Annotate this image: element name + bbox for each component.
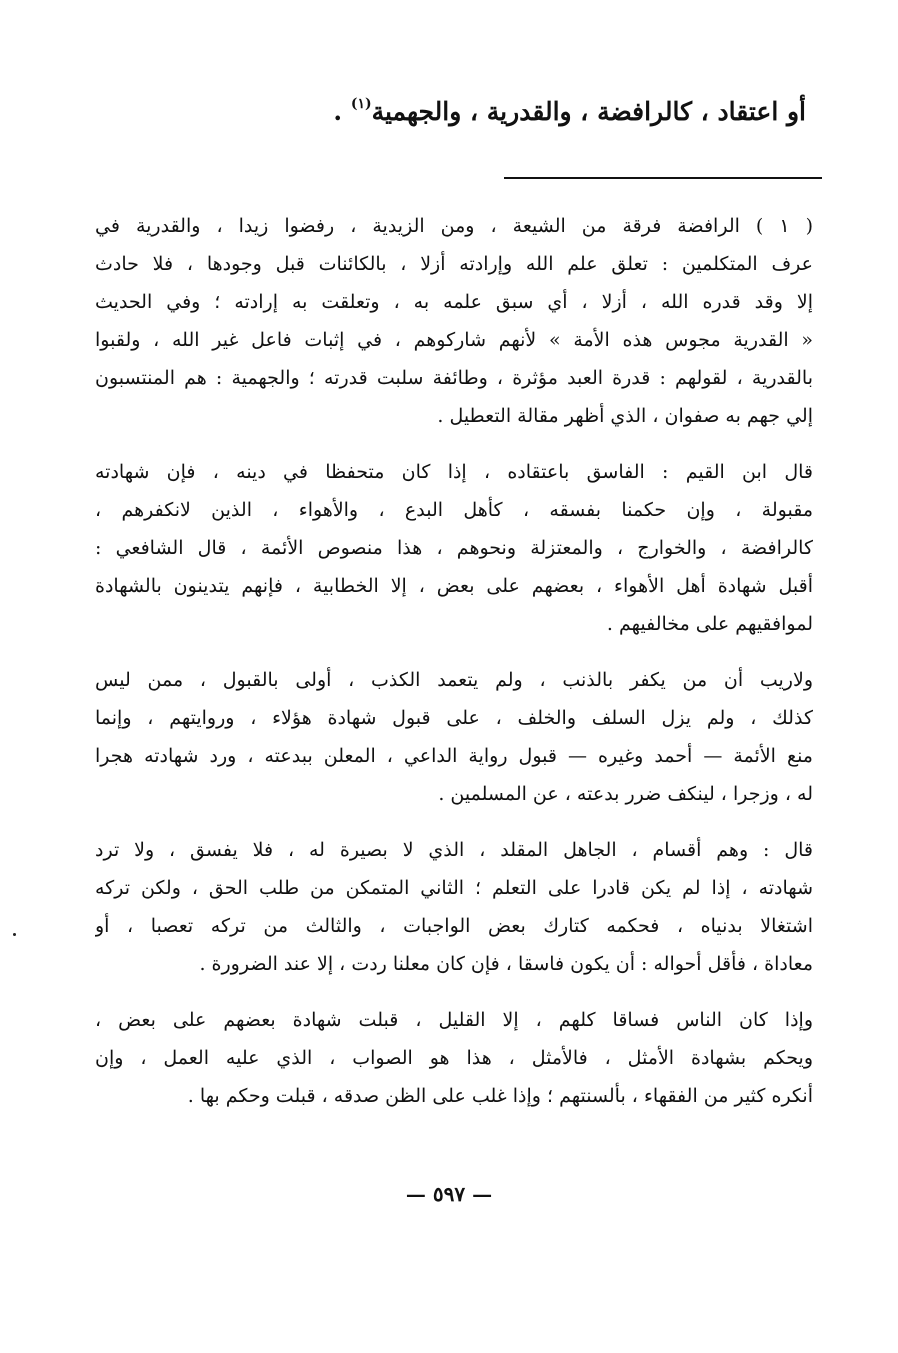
- text-line: كذلك ، ولم يزل السلف والخلف ، على قبول شهادة هؤلاء ، وروايتهم ، وإنما: [95, 707, 813, 729]
- text-line: « القدرية مجوس هذه الأمة » لأنهم شاركوهم ، في إثبات فاعل غير الله ، ولقبوا: [95, 329, 813, 351]
- main-text-line: [106, 96, 806, 127]
- footnote-paragraph: [95, 831, 813, 983]
- text-line: كالرافضة ، والخوارج ، والمعتزلة ونحوهم ، هذا منصوص الأئمة ، قال الشافعي :: [95, 537, 813, 559]
- text-line: ويحكم بشهادة الأمثل ، فالأمثل ، هذا هو الصواب ، الذي عليه العمل ، وإن: [95, 1047, 813, 1069]
- text-line: منع الأئمة — أحمد وغيره — قبول رواية الداعي ، المعلن ببدعته ، ورد شهادته هجرا: [95, 745, 813, 767]
- text-line: ( ١ ) الرافضة فرقة من الشيعة ، ومن الزيدية ، رفضوا زيدا ، والقدرية في: [95, 215, 813, 237]
- text-line: أقبل شهادة أهل الأهواء ، بعضهم على بعض ، إلا الخطابية ، فإنهم يتدينون بالشهادة: [95, 575, 813, 597]
- footnotes-block: [95, 207, 813, 1133]
- text-line: ولاريب أن من يكفر بالذنب ، ولم يتعمد الكذب ، أولى بالقبول ، ممن ليس: [95, 669, 813, 691]
- footnote-paragraph: [95, 1001, 813, 1115]
- text-line: إلي جهم به صفوان ، الذي أظهر مقالة التعطيل .: [437, 405, 813, 427]
- text-line: اشتغالا بدنياه ، فحكمه كتارك بعض الواجبات ، والثالث من تركه تعصبا ، أو: [95, 915, 813, 937]
- text-line: شهادته ، إذا لم يكن قادرا على التعلم ؛ الثاني المتمكن من طلب الحق ، ولكن تركه: [95, 877, 813, 899]
- footnote-paragraph: [95, 453, 813, 643]
- footnote-reference: (١): [350, 96, 372, 112]
- text-line: قال ابن القيم : الفاسق باعتقاده ، إذا كان متحفظا في دينه ، فإن شهادته: [95, 461, 813, 483]
- main-text: أو اعتقاد ، كالرافضة ، والقدرية ، والجهمية: [371, 97, 806, 126]
- text-line: معاداة ، فأقل أحواله : أن يكون فاسقا ، فإن كان معلنا ردت ، إلا عند الضرورة .: [199, 953, 813, 975]
- main-text-end: .: [333, 97, 351, 126]
- text-line: لموافقيهم على مخالفيهم .: [606, 613, 813, 635]
- footnote-paragraph: [95, 207, 813, 435]
- text-line: وإذا كان الناس فساقا كلهم ، إلا القليل ، قبلت شهادة بعضهم على بعض ،: [95, 1009, 813, 1031]
- text-line: أنكره كثير من الفقهاء ، بألسنتهم ؛ وإذا غلب على الظن صدقه ، قبلت وحكم بها .: [187, 1085, 813, 1107]
- footnote-paragraph: [95, 661, 813, 813]
- text-line: له ، وزجرا ، لينكف ضرر بدعته ، عن المسلمين .: [438, 783, 813, 805]
- text-line: إلا وقد قدره الله ، أزلا ، أي سبق علمه به ، وتعلقت به إرادته ؛ وفي الحديث: [95, 291, 813, 313]
- scan-speck: [13, 933, 16, 936]
- text-line: مقبولة ، وإن حكمنا بفسقه ، كأهل البدع ، والأهواء ، الذين لانكفرهم ،: [95, 499, 813, 521]
- text-line: عرف المتكلمين : تعلق علم الله وإرادته أزلا ، بالكائنات قبل وجودها ، فلا حادث: [95, 253, 813, 275]
- footnote-separator: [504, 177, 822, 179]
- text-line: قال : وهم أقسام ، الجاهل المقلد ، الذي لا بصيرة له ، فلا يفسق ، ولا ترد: [95, 839, 813, 861]
- text-line: بالقدرية ، لقولهم : قدرة العبد مؤثرة ، وطائفة سلبت قدرته ؛ والجهمية : هم المنتسبون: [95, 367, 813, 389]
- page-number: — ٥٩٧ —: [405, 1182, 493, 1206]
